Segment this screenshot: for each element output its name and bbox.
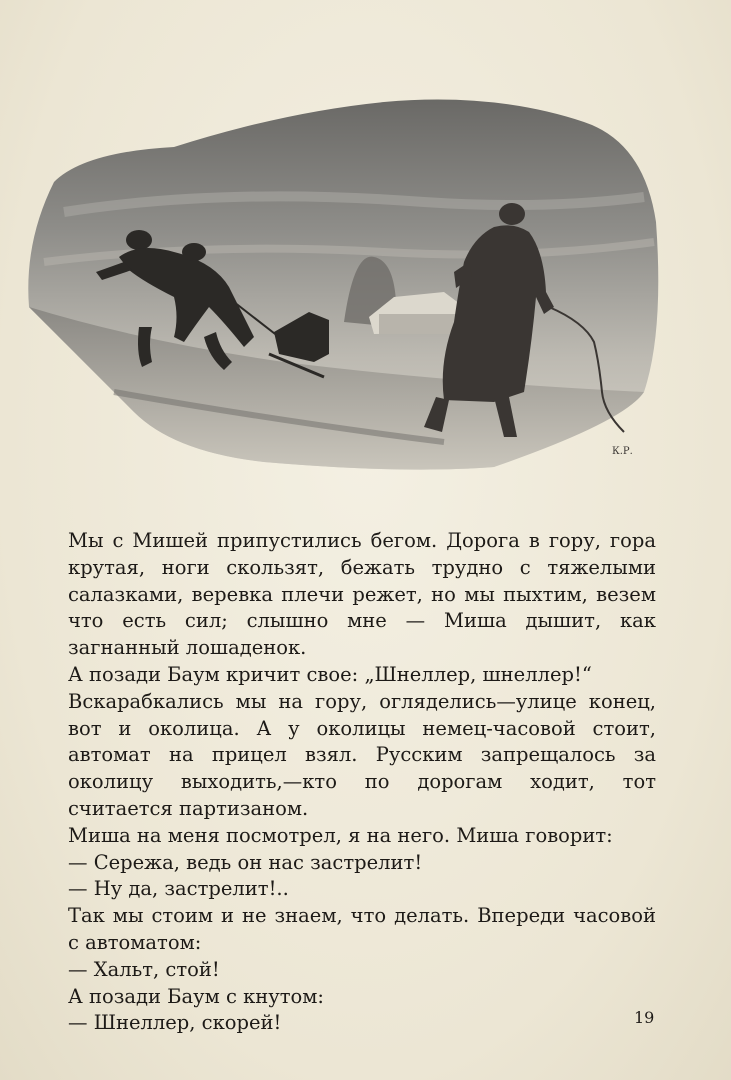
illustration-boys-sled-and-soldier (24, 92, 664, 482)
artist-signature: К.Р. (612, 446, 633, 457)
paragraph: Мы с Мишей припустились бегом. Дорога в гору, гора крутая, ноги скользят, бежать трудно с тяжелыми салазками, веревка плечи режет, но мы пыхтим, везем что есть сил; слышно мне — Миша дышит, как загнанный лошаденок. (68, 529, 656, 660)
page-number: 19 (634, 1008, 655, 1027)
paragraph: Так мы стоим и не знаем, что делать. Впереди часовой с автоматом: (68, 904, 656, 954)
paragraph: — Ну да, застрелит!.. (68, 877, 289, 901)
paragraph: Вскарабкались мы на гору, огляделись—улице конец, вот и околица. А у околицы немец-часовой стоит, автомат на прицел взял. Русским запрещалось за околицу выходить,—кто по дорогам ходит, тот считается партизаном. (68, 689, 656, 820)
body-text (68, 528, 656, 1037)
paragraph: А позади Баум с кнутом: (68, 984, 325, 1008)
paragraph: — Хальт, стой! (68, 957, 220, 981)
paragraph: — Сережа, ведь он нас застрелит! (68, 850, 423, 874)
paragraph: Миша на меня посмотрел, я на него. Миша говорит: (68, 823, 613, 847)
paragraph: А позади Баум кричит свое: „Шнеллер, шнеллер!“ (68, 662, 592, 686)
paragraph: — Шнеллер, скорей! (68, 1011, 282, 1035)
